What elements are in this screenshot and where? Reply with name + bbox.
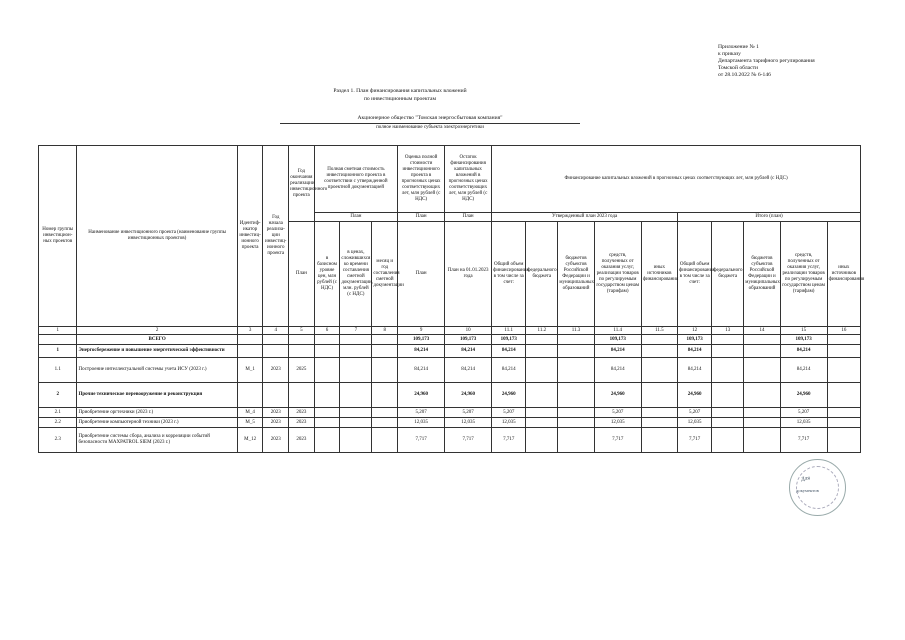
- row-cost-date: [372, 335, 398, 345]
- row-plan-regional: [744, 383, 780, 408]
- row-plan-own: 24,960: [780, 383, 827, 408]
- row-plan-federal: [712, 428, 744, 453]
- stamp-text: Для: [800, 475, 811, 483]
- row-estimate: 12,035: [398, 418, 445, 428]
- row-cost-date: [372, 418, 398, 428]
- column-number: 11.1: [492, 327, 526, 335]
- header-financing: Финансирование капитальных вложений в прогнозных ценах соответствующих лет, млн рублей (с НДС): [492, 146, 861, 213]
- appendix-line: к приказу: [718, 51, 741, 57]
- row-approved-own: 5,207: [594, 408, 641, 418]
- row-approved-other: [641, 428, 677, 453]
- row-number: 1: [39, 345, 77, 358]
- table-row: [39, 408, 861, 418]
- column-number: 11.4: [594, 327, 641, 335]
- row-plan-federal: [712, 358, 744, 383]
- header-sub-own: средств, полученных от оказания услуг, реализации товаров по регулируемым государством ценам (тарифам): [594, 222, 641, 327]
- row-id: M_5: [237, 418, 263, 428]
- row-end-year: [289, 345, 315, 358]
- row-cost-current: [340, 428, 372, 453]
- table-row-total: [39, 335, 861, 345]
- row-estimate: 84,214: [398, 345, 445, 358]
- row-approved-federal: [526, 408, 558, 418]
- row-id: [237, 335, 263, 345]
- row-cost-date: [372, 383, 398, 408]
- header-end-year: Год окончания реализации инвестиционного проекта: [289, 146, 315, 222]
- row-approved-regional: [558, 408, 594, 418]
- column-number: 1: [39, 327, 77, 335]
- financing-plan-table: [38, 145, 865, 453]
- row-cost-basic: [314, 358, 340, 383]
- row-id: [237, 383, 263, 408]
- header-sub-other: иных источников финансирования: [827, 222, 860, 327]
- organization-hint: полное наименование субъекта электроэнергетики: [376, 125, 484, 130]
- row-number: 2.3: [39, 428, 77, 453]
- row-name: Построение интеллектуальной системы учета ИСУ (2023 г.): [77, 358, 237, 383]
- column-number: 4: [263, 327, 289, 335]
- row-remaining: 12,035: [445, 418, 492, 428]
- row-end-year: [289, 335, 315, 345]
- row-remaining: 24,960: [445, 383, 492, 408]
- table-row: [39, 383, 861, 408]
- header-remaining-plan: План: [445, 213, 492, 222]
- row-estimate: 24,960: [398, 383, 445, 408]
- column-number: 11.5: [641, 327, 677, 335]
- row-approved-total: 84,214: [492, 345, 526, 358]
- row-plan-federal: [712, 383, 744, 408]
- row-number: [39, 335, 77, 345]
- header-remaining: Остаток финансирования капитальных вложений в прогнозных ценах соответствующих лет, млн рублей (с НДС): [445, 146, 492, 213]
- row-cost-current: [340, 383, 372, 408]
- column-number-row: [39, 327, 861, 335]
- header-sub-total: Общий объем финансирования, в том числе за счет:: [492, 222, 526, 327]
- row-plan-total: 7,717: [678, 428, 712, 453]
- row-plan-federal: [712, 335, 744, 345]
- header-estimate-value: План: [398, 222, 445, 327]
- row-number: 2: [39, 383, 77, 408]
- header-cost-date: месяц и год составления сметной документации: [372, 222, 398, 327]
- row-plan-regional: [744, 408, 780, 418]
- row-plan-total: 109,173: [678, 335, 712, 345]
- row-cost-basic: [314, 408, 340, 418]
- row-approved-own: 84,214: [594, 358, 641, 383]
- row-estimate: 7,717: [398, 428, 445, 453]
- row-plan-other: [827, 428, 860, 453]
- row-plan-own: 84,214: [780, 345, 827, 358]
- row-remaining: 5,207: [445, 408, 492, 418]
- row-approved-regional: [558, 358, 594, 383]
- header-estimate-plan: План: [398, 213, 445, 222]
- row-approved-federal: [526, 418, 558, 428]
- row-end-year: 2023: [289, 418, 315, 428]
- row-plan-total: 5,207: [678, 408, 712, 418]
- column-number: 5: [289, 327, 315, 335]
- row-cost-current: [340, 335, 372, 345]
- row-start-year: [263, 345, 289, 358]
- header-cost-current: в ценах, сложившихся ко времени составления сметной документации, млн. рублей (с НДС): [340, 222, 372, 327]
- row-plan-other: [827, 383, 860, 408]
- row-cost-basic: [314, 345, 340, 358]
- header-sub-federal: федерального бюджета: [712, 222, 744, 327]
- row-plan-federal: [712, 418, 744, 428]
- row-approved-other: [641, 418, 677, 428]
- heading-line: по инвестиционным проектам: [363, 95, 437, 102]
- header-project-name: Наименование инвестиционного проекта (наименование группы инвестиционных проектов): [77, 146, 237, 327]
- row-approved-own: 84,214: [594, 345, 641, 358]
- row-end-year: 2025: [289, 358, 315, 383]
- row-approved-total: 24,960: [492, 383, 526, 408]
- row-plan-other: [827, 358, 860, 383]
- row-plan-total: 84,214: [678, 345, 712, 358]
- row-approved-own: 7,717: [594, 428, 641, 453]
- row-cost-basic: [314, 383, 340, 408]
- row-number: 2.1: [39, 408, 77, 418]
- row-id: M_4: [237, 408, 263, 418]
- heading-line: Раздел 1. План финансирования капитальных вложений: [333, 88, 467, 94]
- header-cost-basic: в базисном уровне цен, млн рублей (с НДС): [314, 222, 340, 327]
- table-row: [39, 428, 861, 453]
- row-approved-other: [641, 335, 677, 345]
- row-plan-own: 109,173: [780, 335, 827, 345]
- column-number: 9: [398, 327, 445, 335]
- row-approved-regional: [558, 335, 594, 345]
- row-name: Прочие техническое перевооружение и реконструкция: [77, 383, 237, 408]
- header-group-number: Номер группы инвестицион-ных проектов: [39, 146, 77, 327]
- table-row: [39, 345, 861, 358]
- column-number: 16: [827, 327, 860, 335]
- row-name: Энергосбережение и повышение энергетической эффективности: [77, 345, 237, 358]
- header-sub-other: иных источников финансирования: [641, 222, 677, 327]
- row-cost-current: [340, 345, 372, 358]
- row-approved-own: 24,960: [594, 383, 641, 408]
- row-cost-basic: [314, 428, 340, 453]
- row-name: Приобретение системы сбора, анализа и корреляции событий безопасности MAXPATROL SIEM (2023 г.): [77, 428, 237, 453]
- row-start-year: 2023: [263, 358, 289, 383]
- row-approved-total: 109,173: [492, 335, 526, 345]
- row-plan-own: 7,717: [780, 428, 827, 453]
- column-number: 2: [77, 327, 237, 335]
- appendix-line: от 28.10.2022 № 6-146: [718, 72, 771, 78]
- row-end-year: 2023: [289, 428, 315, 453]
- row-cost-date: [372, 345, 398, 358]
- appendix-line: Томской области: [718, 65, 759, 71]
- row-end-year: 2023: [289, 408, 315, 418]
- row-cost-date: [372, 358, 398, 383]
- row-remaining: 7,717: [445, 428, 492, 453]
- header-sub-own: средств, полученных от оказания услуг, реализации товаров по регулируемым государством ценам (тарифам): [780, 222, 827, 327]
- row-plan-other: [827, 345, 860, 358]
- row-plan-other: [827, 418, 860, 428]
- row-number: 2.2: [39, 418, 77, 428]
- row-approved-total: 7,717: [492, 428, 526, 453]
- header-remaining-value: План на 01.01.2023 года: [445, 222, 492, 327]
- header-total-plan: Итого (план): [678, 213, 861, 222]
- row-estimate: 5,207: [398, 408, 445, 418]
- row-name: Приобретение компьютерной техники (2023 г.): [77, 418, 237, 428]
- organization-block: [280, 115, 580, 131]
- row-cost-current: [340, 358, 372, 383]
- row-approved-own: 109,173: [594, 335, 641, 345]
- row-plan-federal: [712, 345, 744, 358]
- column-number: 6: [314, 327, 340, 335]
- row-remaining: 109,173: [445, 335, 492, 345]
- section-heading: [300, 88, 500, 103]
- row-plan-other: [827, 335, 860, 345]
- row-approved-total: 84,214: [492, 358, 526, 383]
- appendix-line: Департамента тарифного регулирования: [718, 58, 815, 64]
- header-cost-plan: План: [314, 213, 397, 222]
- header-estimate: Оценка полной стоимости инвестиционного проекта в прогнозных ценах соответствующих лет, млн рублей (с НДС): [398, 146, 445, 213]
- row-name: Приобретение оргтехники (2023 г.): [77, 408, 237, 418]
- row-cost-basic: [314, 418, 340, 428]
- row-estimate: 84,214: [398, 358, 445, 383]
- row-cost-current: [340, 408, 372, 418]
- column-number: 13: [712, 327, 744, 335]
- row-start-year: [263, 383, 289, 408]
- header-approved-plan: Утвержденный план 2023 года: [492, 213, 678, 222]
- row-cost-basic: [314, 335, 340, 345]
- row-number: 1.1: [39, 358, 77, 383]
- row-approved-regional: [558, 383, 594, 408]
- row-plan-regional: [744, 335, 780, 345]
- row-plan-regional: [744, 428, 780, 453]
- organization-name: Акционерное общество "Томская энергосбытовая компания": [280, 115, 580, 124]
- appendix-note: [718, 44, 815, 79]
- row-start-year: 2023: [263, 428, 289, 453]
- row-id: [237, 345, 263, 358]
- row-start-year: 2023: [263, 408, 289, 418]
- row-approved-regional: [558, 345, 594, 358]
- column-number: 15: [780, 327, 827, 335]
- column-number: 7: [340, 327, 372, 335]
- row-approved-total: 5,207: [492, 408, 526, 418]
- column-number: 11.2: [526, 327, 558, 335]
- header-full-cost: Полная сметная стоимость инвестиционного проекта в соответствии с утвержденной проектной документацией: [314, 146, 397, 213]
- row-plan-total: 24,960: [678, 383, 712, 408]
- row-plan-other: [827, 408, 860, 418]
- column-number: 12: [678, 327, 712, 335]
- row-approved-total: 12,035: [492, 418, 526, 428]
- row-approved-federal: [526, 345, 558, 358]
- row-id: M_1: [237, 358, 263, 383]
- header-sub-total: Общий объем финансирования, в том числе за счет:: [678, 222, 712, 327]
- header-project-id: Идентиф-икатор инвестиц-ионного проекта: [237, 146, 263, 327]
- header-end-year-plan: План: [289, 222, 315, 327]
- column-number: 3: [237, 327, 263, 335]
- row-approved-federal: [526, 358, 558, 383]
- row-approved-regional: [558, 418, 594, 428]
- row-approved-federal: [526, 335, 558, 345]
- row-remaining: 84,214: [445, 345, 492, 358]
- stamp-text: документов: [796, 488, 819, 493]
- row-remaining: 84,214: [445, 358, 492, 383]
- column-number: 10: [445, 327, 492, 335]
- table-row: [39, 358, 861, 383]
- row-approved-other: [641, 408, 677, 418]
- column-number: 8: [372, 327, 398, 335]
- row-approved-other: [641, 345, 677, 358]
- row-approved-own: 12,035: [594, 418, 641, 428]
- row-plan-regional: [744, 418, 780, 428]
- header-sub-regional: бюджетов субъектов Российской Федерации и муниципальных образований: [558, 222, 594, 327]
- row-plan-own: 12,035: [780, 418, 827, 428]
- table-row: [39, 418, 861, 428]
- row-plan-own: 84,214: [780, 358, 827, 383]
- column-number: 14: [744, 327, 780, 335]
- row-approved-other: [641, 358, 677, 383]
- column-number: 11.3: [558, 327, 594, 335]
- row-plan-total: 12,035: [678, 418, 712, 428]
- row-name: ВСЕГО: [77, 335, 237, 345]
- row-approved-other: [641, 383, 677, 408]
- row-end-year: [289, 383, 315, 408]
- row-plan-regional: [744, 358, 780, 383]
- appendix-line: Приложение № 1: [718, 44, 759, 50]
- row-plan-regional: [744, 345, 780, 358]
- row-plan-total: 84,214: [678, 358, 712, 383]
- row-estimate: 109,173: [398, 335, 445, 345]
- header-sub-regional: бюджетов субъектов Российской Федерации и муниципальных образований: [744, 222, 780, 327]
- row-start-year: [263, 335, 289, 345]
- row-plan-federal: [712, 408, 744, 418]
- row-approved-regional: [558, 428, 594, 453]
- header-start-year: Год начала реализа-ции инвестиц-ионного проекта: [263, 146, 289, 327]
- row-cost-date: [372, 428, 398, 453]
- row-id: M_12: [237, 428, 263, 453]
- row-approved-federal: [526, 383, 558, 408]
- row-cost-date: [372, 408, 398, 418]
- row-start-year: 2023: [263, 418, 289, 428]
- row-approved-federal: [526, 428, 558, 453]
- header-sub-federal: федерального бюджета: [526, 222, 558, 327]
- row-plan-own: 5,207: [780, 408, 827, 418]
- row-cost-current: [340, 418, 372, 428]
